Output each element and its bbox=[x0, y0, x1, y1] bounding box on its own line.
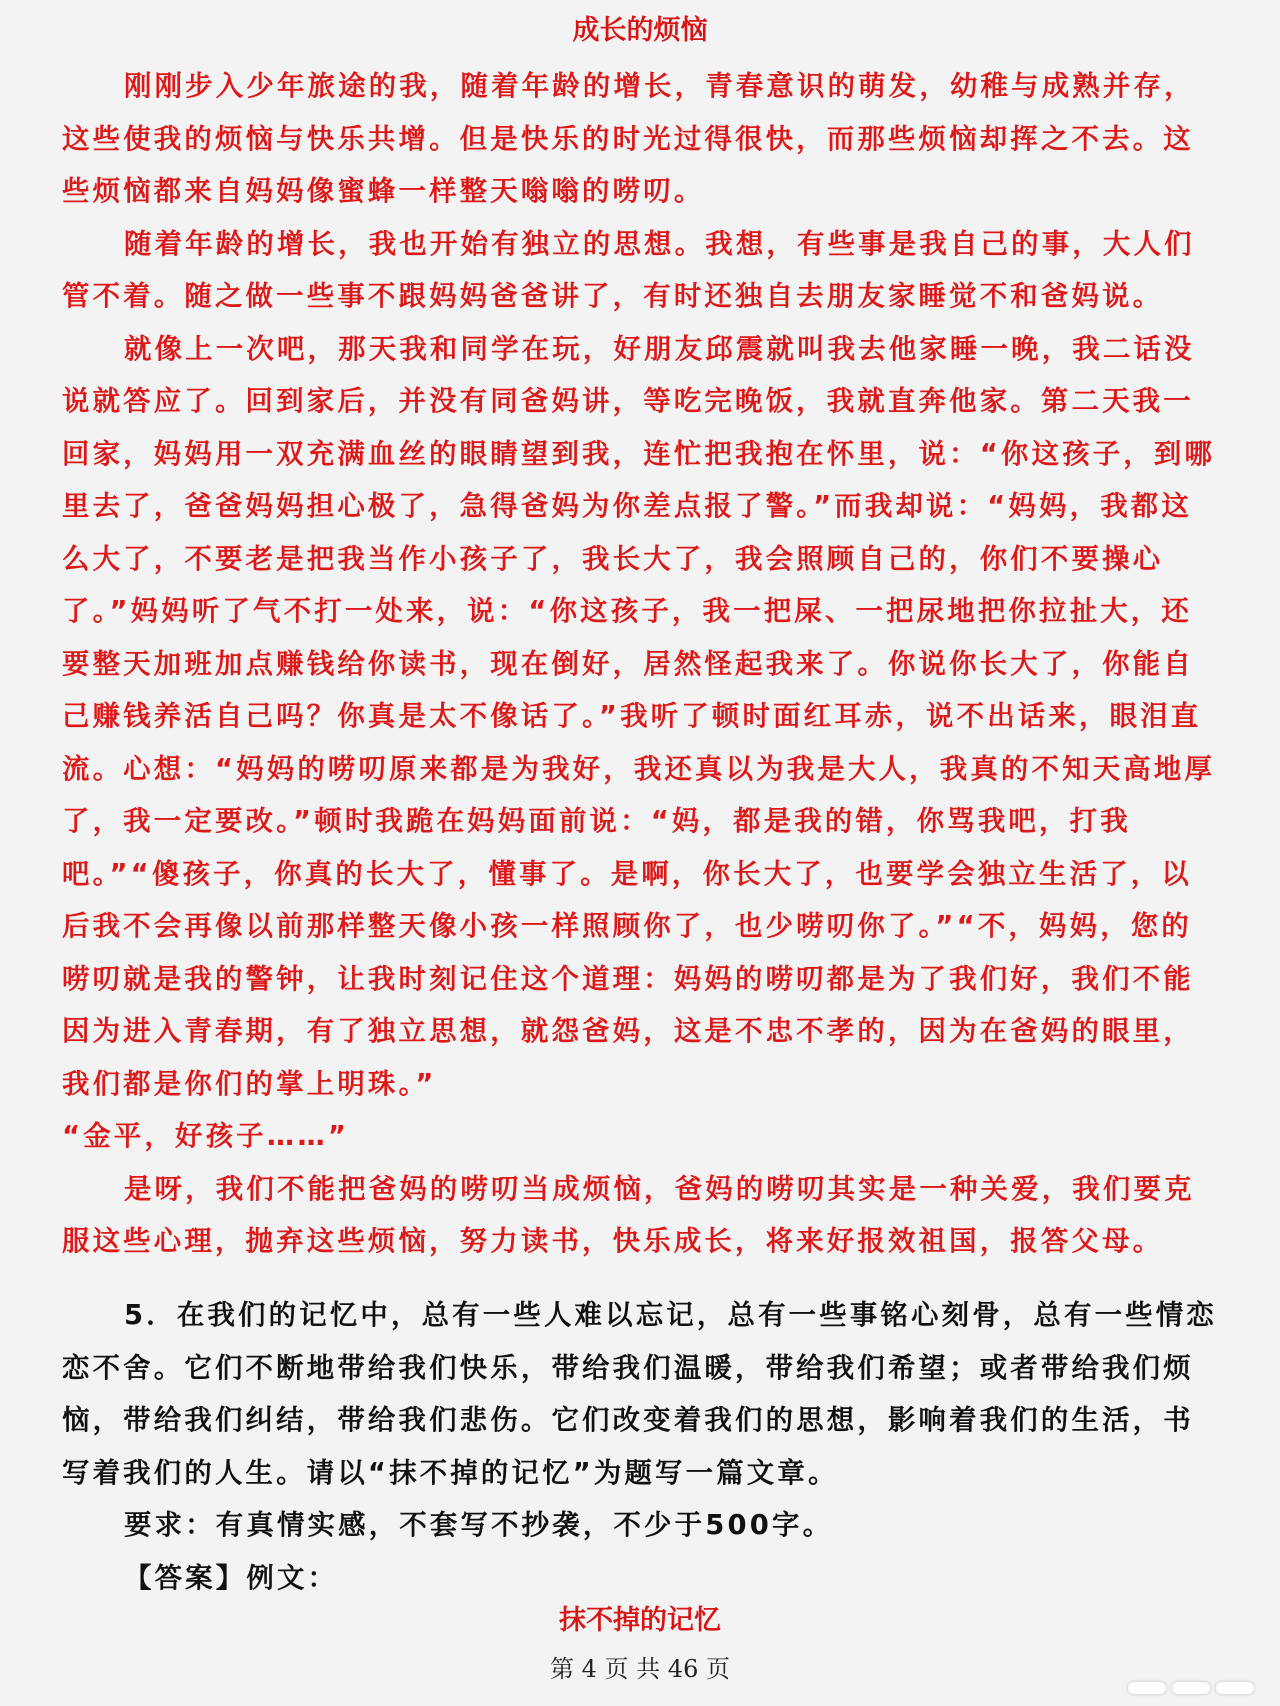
sample-essay-title: 抹不掉的记忆 bbox=[559, 1605, 721, 1636]
essay-title: 成长的烦恼 bbox=[572, 15, 708, 46]
watermark-bar bbox=[1216, 1682, 1254, 1694]
writing-prompt bbox=[62, 1290, 1222, 1605]
essay-paragraph-1: 刚刚步入少年旅途的我，随着年龄的增长，青春意识的萌发，幼稚与成熟并存，这些使我的烦恼与快乐共增。但是快乐的时光过得很快，而那些烦恼却挥之不去。这些烦恼都来自妈妈像蜜蜂一样整天嗡嗡的唠叨。 bbox=[62, 71, 1195, 207]
essay-paragraph-5: 是呀，我们不能把爸妈的唠叨当成烦恼，爸妈的唠叨其实是一种关爱，我们要克服这些心理，抛弃这些烦恼，努力读书，快乐成长，将来好报效祖国，报答父母。 bbox=[62, 1173, 1195, 1257]
essay-body bbox=[62, 61, 1222, 1269]
prompt-question: 5．在我们的记忆中，总有一些人难以忘记，总有一些事铭心刻骨，总有一些情恋恋不舍。它们不断地带给我们快乐，带给我们温暖，带给我们希望；或者带给我们烦恼，带给我们纠结，带给我们悲伤。它们改变着我们的思想，影响着我们的生活，书写着我们的人生。请以“抹不掉的记忆”为题写一篇文章。 bbox=[62, 1300, 1217, 1489]
watermark-bars-icon bbox=[1128, 1682, 1254, 1694]
essay-paragraph-2: 随着年龄的增长，我也开始有独立的思想。我想，有些事是我自己的事，大人们管不着。随之做一些事不跟妈妈爸爸讲了，有时还独自去朋友家睡觉不和爸妈说。 bbox=[62, 228, 1195, 312]
watermark-bar bbox=[1128, 1682, 1166, 1694]
essay-paragraph-3: 就像上一次吧，那天我和同学在玩，好朋友邱震就叫我去他家睡一晚，我二话没说就答应了。回到家后，并没有同爸妈讲，等吃完晚饭，我就直奔他家。第二天我一回家，妈妈用一双充满血丝的眼睛望到我，连忙把我抱在怀里，说：“你这孩子，到哪里去了，爸爸妈妈担心极了，急得爸妈为你差点报了警。”而我却说：“妈妈，我都这么大了，不要老是把我当作小孩子了，我长大了，我会照顾自己的，你们不要操心了。”妈妈听了气不打一处来，说：“你这孩子，我一把屎、一把尿地把你拉扯大，还要整天加班加点赚钱给你读书，现在倒好，居然怪起我来了。你说你长大了，你能自己赚钱养活自己吗？你真是太不像话了。”我听了顿时面红耳赤，说不出话来，眼泪直流。心想：“妈妈的唠叨原来都是为我好，我还真以为我是大人，我真的不知天高地厚了，我一定要改。”顿时我跪在妈妈面前说：“妈，都是我的错，你骂我吧，打我吧。”“傻孩子，你真的长大了，懂事了。是啊，你长大了，也要学会独立生活了，以后我不会再像以前那样整天像小孩一样照顾你了，也少唠叨你了。”“不，妈妈，您的唠叨就是我的警钟，让我时刻记住这个道理：妈妈的唠叨都是为了我们好，我们不能因为进入青春期，有了独立思想，就怨爸妈，这是不忠不孝的，因为在爸妈的眼里，我们都是你们的掌上明珠。” bbox=[62, 333, 1216, 1100]
essay-paragraph-4: “金平，好孩子……” bbox=[62, 1121, 350, 1152]
page-number: 第 4 页 共 46 页 bbox=[550, 1655, 730, 1683]
answer-label: 【答案】例文： bbox=[124, 1562, 339, 1594]
watermark-bar bbox=[1172, 1682, 1210, 1694]
prompt-requirements: 要求：有真情实感，不套写不抄袭，不少于500字。 bbox=[124, 1510, 834, 1541]
